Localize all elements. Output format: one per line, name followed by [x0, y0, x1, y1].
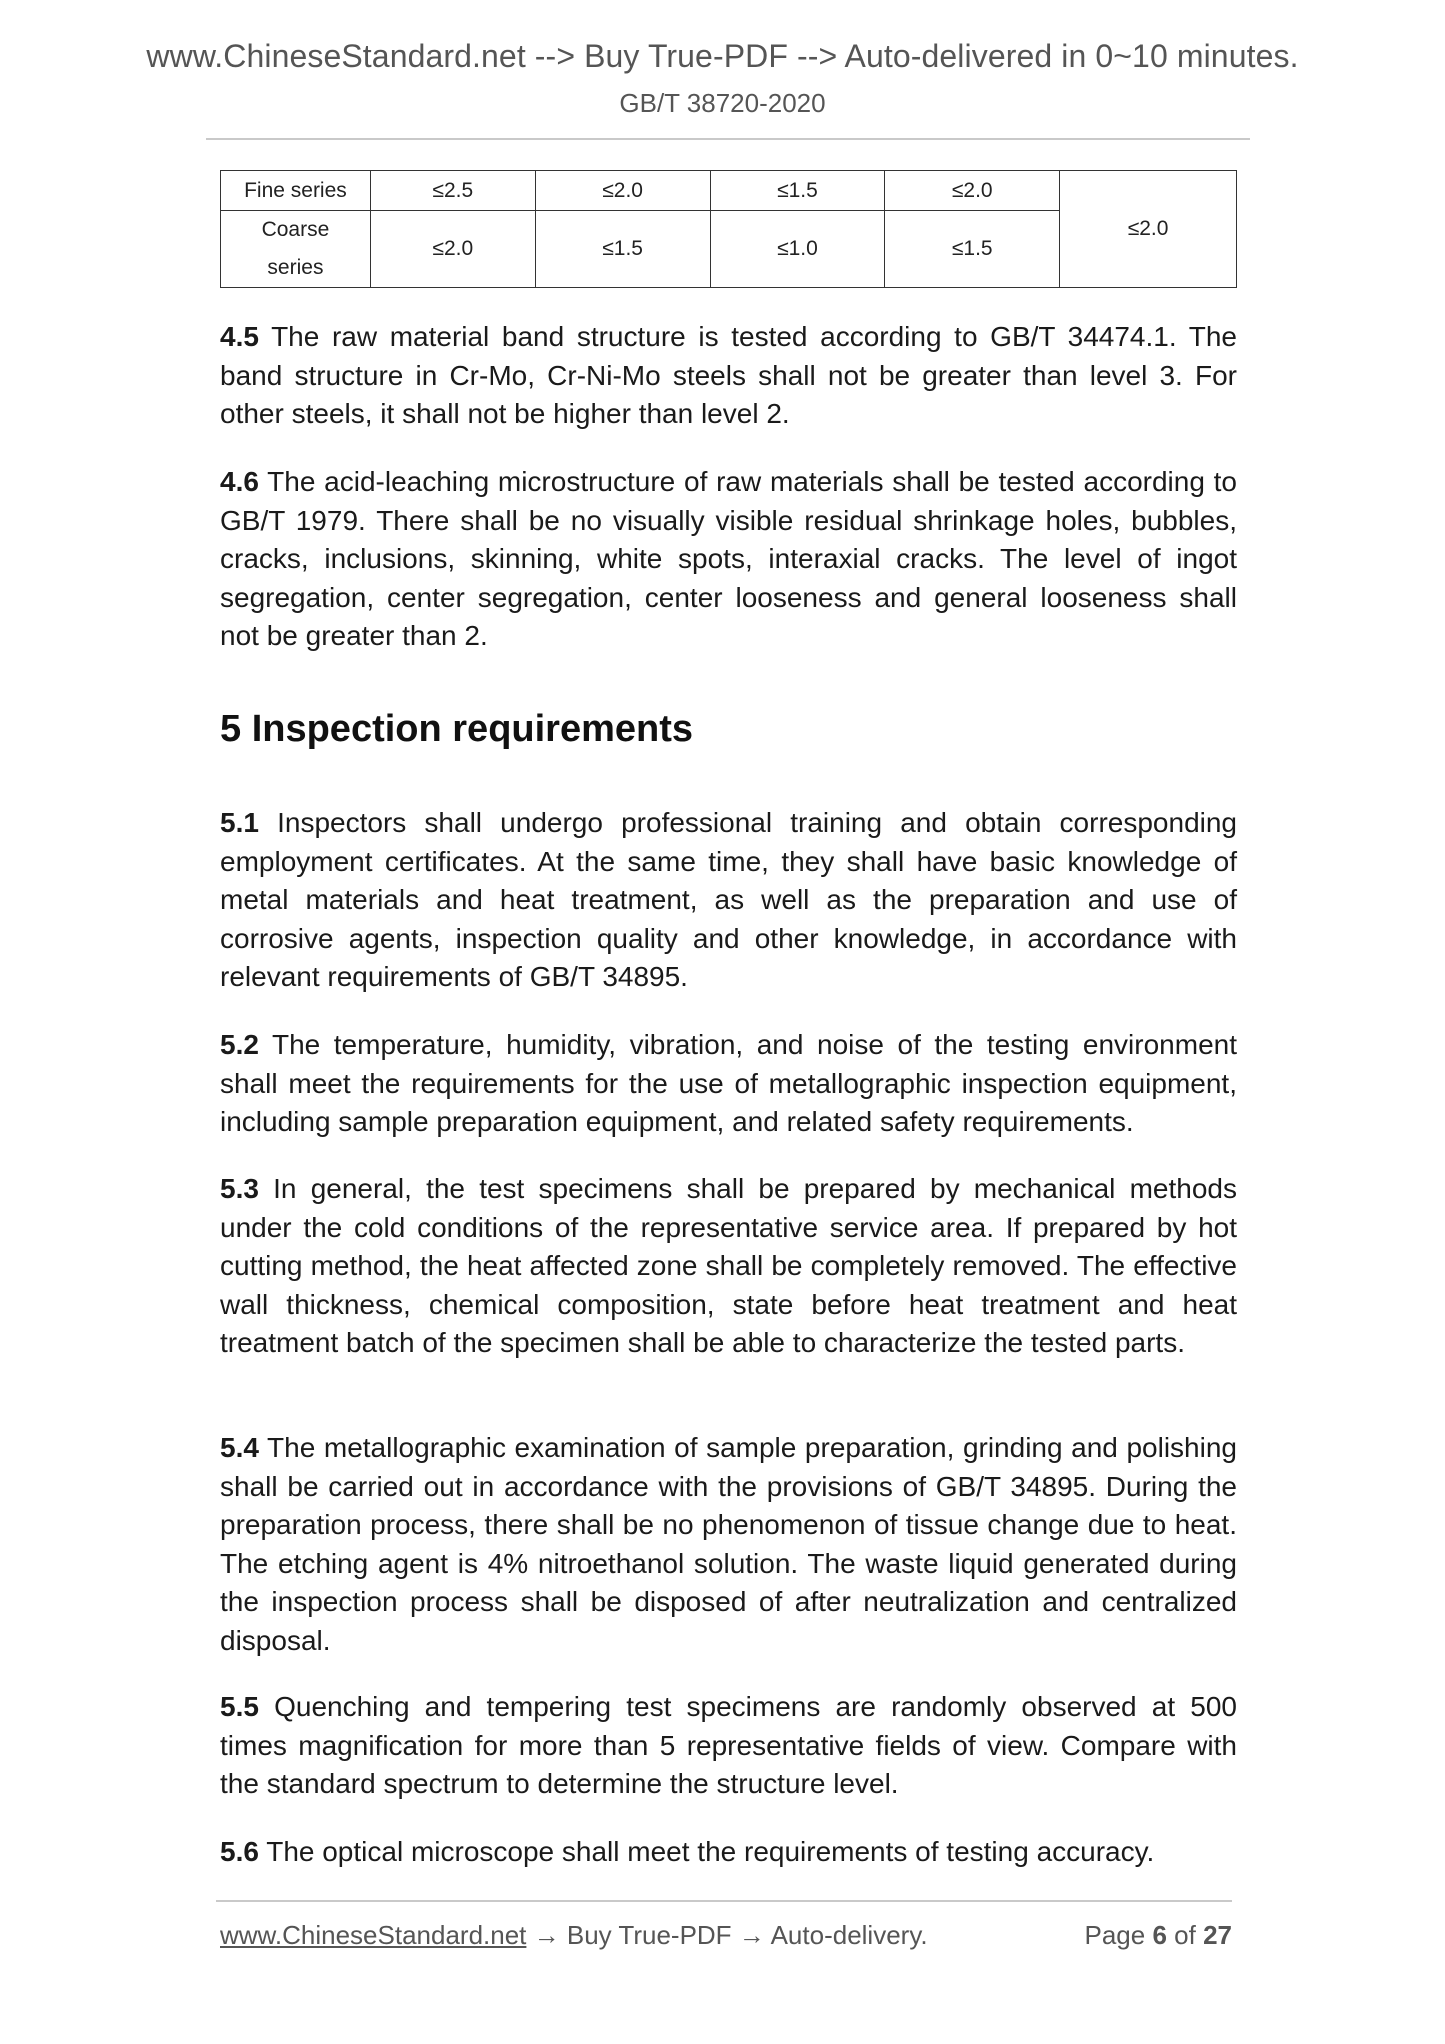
clause-number: 5.5 [220, 1691, 259, 1722]
table-cell: ≤1.0 [710, 211, 885, 288]
clause-text: Inspectors shall undergo professional training and obtain corresponding employment certificates. At the same time, they shall have basic knowledge of metal materials and heat treatment, as well as the preparation and use of corrosive agents, inspection quality and other knowledge, in accordance with relevant requirements of GB/T 34895. [220, 807, 1237, 992]
clause-4-6 [220, 463, 1237, 656]
standard-code: GB/T 38720-2020 [619, 88, 826, 118]
clause-text: In general, the test specimens shall be prepared by mechanical methods under the cold conditions of the representative service area. If prepared by hot cutting method, the heat affected zone shall be completely removed. The effective wall thickness, chemical composition, state before heat treatment and heat treatment batch of the specimen shall be able to characterize the tested parts. [220, 1173, 1237, 1358]
clause-text: The optical microscope shall meet the requirements of testing accuracy. [258, 1836, 1155, 1867]
label-line: Coarse [261, 218, 330, 241]
table-cell: ≤2.0 [370, 211, 535, 288]
clause-5-1 [220, 804, 1237, 997]
arrow-icon: → [526, 1920, 567, 1950]
table-cell: ≤2.0 [535, 171, 710, 211]
page-word: Page [1084, 1920, 1146, 1950]
label-line: series [267, 256, 324, 279]
clause-number: 5.4 [220, 1432, 259, 1463]
clause-5-2 [220, 1026, 1237, 1142]
clause-number: 5.6 [220, 1836, 259, 1867]
of-word: of [1174, 1920, 1196, 1950]
clause-number: 4.5 [220, 321, 259, 352]
page-total: 27 [1203, 1920, 1232, 1950]
table-cell: ≤2.0 [885, 171, 1060, 211]
clause-text: The acid-leaching microstructure of raw materials shall be tested according to GB/T 1979. There shall be no visually visible residual shrinkage holes, bubbles, cracks, inclusions, skinning, white spots, interaxial cracks. The level of ingot segregation, center segregation, center looseness and general looseness shall not be greater than 2. [220, 466, 1237, 651]
table-cell: ≤2.5 [370, 171, 535, 211]
table-cell-label: Fine series [221, 171, 371, 211]
clause-number: 5.3 [220, 1173, 259, 1204]
table-cell: ≤1.5 [535, 211, 710, 288]
clause-5-6 [220, 1833, 1237, 1872]
clause-4-5 [220, 318, 1237, 434]
clause-number: 5.2 [220, 1029, 259, 1060]
arrow-icon: → [731, 1920, 771, 1950]
footer-delivery-text: Auto-delivery. [770, 1920, 928, 1950]
clause-text: The temperature, humidity, vibration, and noise of the testing environment shall meet the requirements for the use of metallographic inspection equipment, including sample preparation equipment, and related safety requirements. [220, 1029, 1237, 1137]
header-divider [206, 138, 1250, 140]
page-number: 6 [1152, 1920, 1167, 1950]
table-cell-merged: ≤2.0 [1060, 171, 1237, 288]
clause-text: The raw material band structure is tested according to GB/T 34474.1. The band structure in Cr-Mo, Cr-Ni-Mo steels shall not be greater than level 3. For other steels, it shall not be higher than level 2. [220, 321, 1237, 429]
clause-number: 5.1 [220, 807, 259, 838]
section-heading: 5 Inspection requirements [220, 708, 694, 750]
table-cell: ≤1.5 [710, 171, 885, 211]
grading-table [220, 170, 1237, 288]
table-cell-label [221, 211, 371, 288]
page-footer [220, 1920, 1232, 1951]
clause-text: Quenching and tempering test specimens are randomly observed at 500 times magnification for more than 5 representative fields of view. Compare with the standard spectrum to determine the structure level. [220, 1691, 1237, 1799]
page-indicator [1084, 1920, 1232, 1951]
footer-site-link[interactable]: www.ChineseStandard.net [220, 1920, 527, 1950]
clause-5-5 [220, 1688, 1237, 1804]
clause-5-4 [220, 1429, 1237, 1660]
clause-number: 4.6 [220, 466, 259, 497]
footer-buy-text: Buy True-PDF [566, 1920, 732, 1950]
top-banner: www.ChineseStandard.net --> Buy True-PDF --> Auto-delivered in 0~10 minutes. [146, 38, 1299, 74]
clause-text: The metallographic examination of sample preparation, grinding and polishing shall be carried out in accordance with the provisions of GB/T 34895. During the preparation process, there shall be no phenomenon of tissue change due to heat. The etching agent is 4% nitroethanol solution. The waste liquid generated during the inspection process shall be disposed of after neutralization and centralized disposal. [220, 1432, 1237, 1656]
clause-5-3 [220, 1170, 1237, 1363]
footer-divider [216, 1900, 1232, 1902]
table-row [221, 171, 1237, 211]
table-cell: ≤1.5 [885, 211, 1060, 288]
